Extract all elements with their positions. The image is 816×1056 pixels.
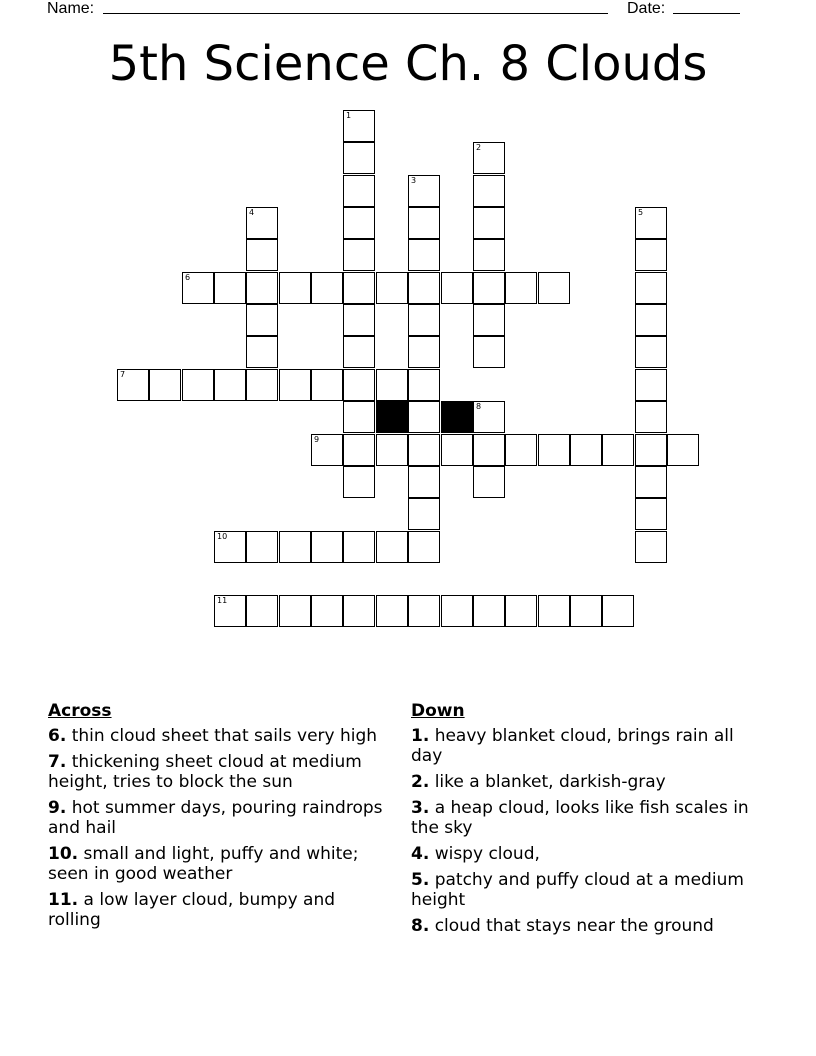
clue-number-label: 3 — [411, 176, 417, 185]
crossword-cell[interactable] — [343, 175, 375, 207]
page-title: 5th Science Ch. 8 Clouds — [108, 36, 708, 92]
crossword-cell[interactable] — [538, 595, 570, 627]
crossword-cell[interactable] — [473, 272, 505, 304]
crossword-cell[interactable] — [376, 531, 408, 563]
crossword-cell[interactable] — [441, 434, 473, 466]
crossword-cell[interactable] — [182, 272, 214, 304]
clue-number-label: 6 — [185, 273, 191, 282]
clue-across-11 — [48, 890, 393, 930]
crossword-cell[interactable] — [602, 434, 634, 466]
crossword-cell[interactable] — [473, 304, 505, 336]
clue-number: 4. — [411, 844, 430, 864]
crossword-cell[interactable] — [343, 401, 375, 433]
crossword-cell[interactable] — [343, 434, 375, 466]
crossword-cell[interactable] — [408, 207, 440, 239]
crossword-cell[interactable] — [376, 595, 408, 627]
clue-number: 9. — [48, 798, 67, 818]
crossword-cell[interactable] — [343, 142, 375, 174]
crossword-cell[interactable] — [311, 595, 343, 627]
crossword-cell[interactable] — [505, 272, 537, 304]
crossword-cell[interactable] — [311, 272, 343, 304]
clue-down-5 — [411, 870, 751, 910]
crossword-cell[interactable] — [246, 369, 278, 401]
crossword-cell[interactable] — [279, 272, 311, 304]
crossword-cell[interactable] — [441, 272, 473, 304]
clue-text: thin cloud sheet that sails very high — [71, 726, 378, 746]
clue-text: a low layer cloud, bumpy and rolling — [48, 890, 336, 930]
clue-text: thickening sheet cloud at medium height, tries to block the sun — [48, 752, 362, 792]
clue-number-label: 2 — [476, 143, 482, 152]
clue-number: 7. — [48, 752, 67, 772]
crossword-cell[interactable] — [246, 207, 278, 239]
clue-number-label: 5 — [638, 208, 644, 217]
crossword-cell[interactable] — [246, 336, 278, 368]
crossword-cell[interactable] — [635, 434, 667, 466]
crossword-cell[interactable] — [408, 498, 440, 530]
name-label: Name: — [47, 0, 95, 17]
crossword-cell[interactable] — [279, 531, 311, 563]
clue-across-6 — [48, 726, 393, 746]
across-heading: Across — [48, 701, 112, 721]
crossword-cell[interactable] — [570, 595, 602, 627]
crossword-cell[interactable] — [376, 272, 408, 304]
clue-number-label: 9 — [314, 435, 320, 444]
crossword-cell[interactable] — [635, 207, 667, 239]
crossword-cell[interactable] — [473, 595, 505, 627]
crossword-cell[interactable] — [408, 304, 440, 336]
crossword-cell[interactable] — [246, 272, 278, 304]
crossword-cell[interactable] — [408, 531, 440, 563]
crossword-cell[interactable] — [473, 466, 505, 498]
crossword-cell[interactable] — [311, 531, 343, 563]
crossword-cell[interactable] — [635, 369, 667, 401]
crossword-cell[interactable] — [602, 595, 634, 627]
crossword-cell[interactable] — [441, 595, 473, 627]
crossword-cell[interactable] — [343, 466, 375, 498]
crossword-cell[interactable] — [473, 142, 505, 174]
clue-number-label: 8 — [476, 402, 482, 411]
clue-down-2 — [411, 772, 751, 792]
crossword-cell[interactable] — [343, 272, 375, 304]
crossword-cell[interactable] — [376, 434, 408, 466]
clue-number-label: 7 — [120, 370, 126, 379]
crossword-cell[interactable] — [311, 369, 343, 401]
crossword-cell[interactable] — [635, 336, 667, 368]
clue-number: 11. — [48, 890, 79, 910]
crossword-cell[interactable] — [343, 595, 375, 627]
down-clues — [411, 700, 751, 942]
crossword-cell[interactable] — [117, 369, 149, 401]
clue-number: 6. — [48, 726, 67, 746]
clue-number-label: 4 — [249, 208, 255, 217]
clue-across-7 — [48, 752, 393, 792]
crossword-cell[interactable] — [635, 466, 667, 498]
clue-across-10 — [48, 844, 393, 884]
clue-text: heavy blanket cloud, brings rain all day — [411, 726, 734, 766]
clue-number-label: 10 — [217, 532, 228, 541]
clue-down-8 — [411, 916, 751, 936]
crossword-cell[interactable] — [311, 434, 343, 466]
crossword-cell[interactable] — [635, 272, 667, 304]
clue-number: 2. — [411, 772, 430, 792]
crossword-cell[interactable] — [538, 272, 570, 304]
crossword-cell[interactable] — [570, 434, 602, 466]
crossword-cell[interactable] — [473, 175, 505, 207]
black-square — [376, 401, 408, 433]
crossword-cell[interactable] — [246, 304, 278, 336]
across-clues — [48, 700, 393, 936]
crossword-cell[interactable] — [473, 434, 505, 466]
crossword-cell[interactable] — [343, 110, 375, 142]
crossword-cell[interactable] — [473, 239, 505, 271]
crossword-cell[interactable] — [343, 369, 375, 401]
crossword-cell[interactable] — [473, 336, 505, 368]
black-square — [441, 401, 473, 433]
crossword-cell[interactable] — [408, 369, 440, 401]
crossword-cell[interactable] — [473, 207, 505, 239]
crossword-cell[interactable] — [635, 498, 667, 530]
crossword-cell[interactable] — [635, 531, 667, 563]
clue-number: 1. — [411, 726, 430, 746]
crossword-cell[interactable] — [214, 369, 246, 401]
crossword-cell[interactable] — [279, 595, 311, 627]
clue-down-4 — [411, 844, 751, 864]
crossword-cell[interactable] — [343, 531, 375, 563]
crossword-cell[interactable] — [343, 207, 375, 239]
crossword-cell[interactable] — [214, 272, 246, 304]
crossword-cell[interactable] — [408, 336, 440, 368]
crossword-cell[interactable] — [214, 595, 246, 627]
crossword-cell[interactable] — [505, 595, 537, 627]
clue-text: a heap cloud, looks like fish scales in the sky — [411, 798, 749, 838]
crossword-cell[interactable] — [214, 531, 246, 563]
clue-number: 8. — [411, 916, 430, 936]
crossword-cell[interactable] — [408, 272, 440, 304]
crossword-cell[interactable] — [408, 595, 440, 627]
clue-text: cloud that stays near the ground — [434, 916, 714, 936]
clue-number-label: 11 — [217, 596, 228, 605]
clue-number: 3. — [411, 798, 430, 818]
crossword-cell[interactable] — [376, 369, 408, 401]
crossword-cell[interactable] — [408, 466, 440, 498]
crossword-cell[interactable] — [538, 434, 570, 466]
clue-text: wispy cloud, — [434, 844, 540, 864]
clue-number: 10. — [48, 844, 79, 864]
clue-down-1 — [411, 726, 751, 766]
crossword-cell[interactable] — [343, 239, 375, 271]
crossword-cell[interactable] — [408, 434, 440, 466]
crossword-cell[interactable] — [635, 304, 667, 336]
clue-text: patchy and puffy cloud at a medium height — [411, 870, 744, 910]
crossword-cell[interactable] — [182, 369, 214, 401]
crossword-cell[interactable] — [149, 369, 181, 401]
down-heading: Down — [411, 701, 465, 721]
crossword-cell[interactable] — [473, 401, 505, 433]
crossword-cell[interactable] — [505, 434, 537, 466]
clue-down-3 — [411, 798, 751, 838]
crossword-cell[interactable] — [246, 595, 278, 627]
crossword-cell[interactable] — [635, 239, 667, 271]
crossword-cell[interactable] — [343, 336, 375, 368]
crossword-cell[interactable] — [279, 369, 311, 401]
crossword-cell[interactable] — [343, 304, 375, 336]
clue-number: 5. — [411, 870, 430, 890]
crossword-cell[interactable] — [667, 434, 699, 466]
clue-number-label: 1 — [346, 111, 352, 120]
clue-text: like a blanket, darkish-gray — [434, 772, 666, 792]
crossword-cell[interactable] — [408, 175, 440, 207]
crossword-cell[interactable] — [635, 401, 667, 433]
date-label: Date: — [627, 0, 666, 17]
crossword-cell[interactable] — [408, 239, 440, 271]
crossword-cell[interactable] — [408, 401, 440, 433]
crossword-cell[interactable] — [246, 239, 278, 271]
clue-across-9 — [48, 798, 393, 838]
crossword-cell[interactable] — [246, 531, 278, 563]
clue-text: hot summer days, pouring raindrops and hail — [48, 798, 383, 838]
clue-text: small and light, puffy and white; seen in good weather — [48, 844, 359, 884]
